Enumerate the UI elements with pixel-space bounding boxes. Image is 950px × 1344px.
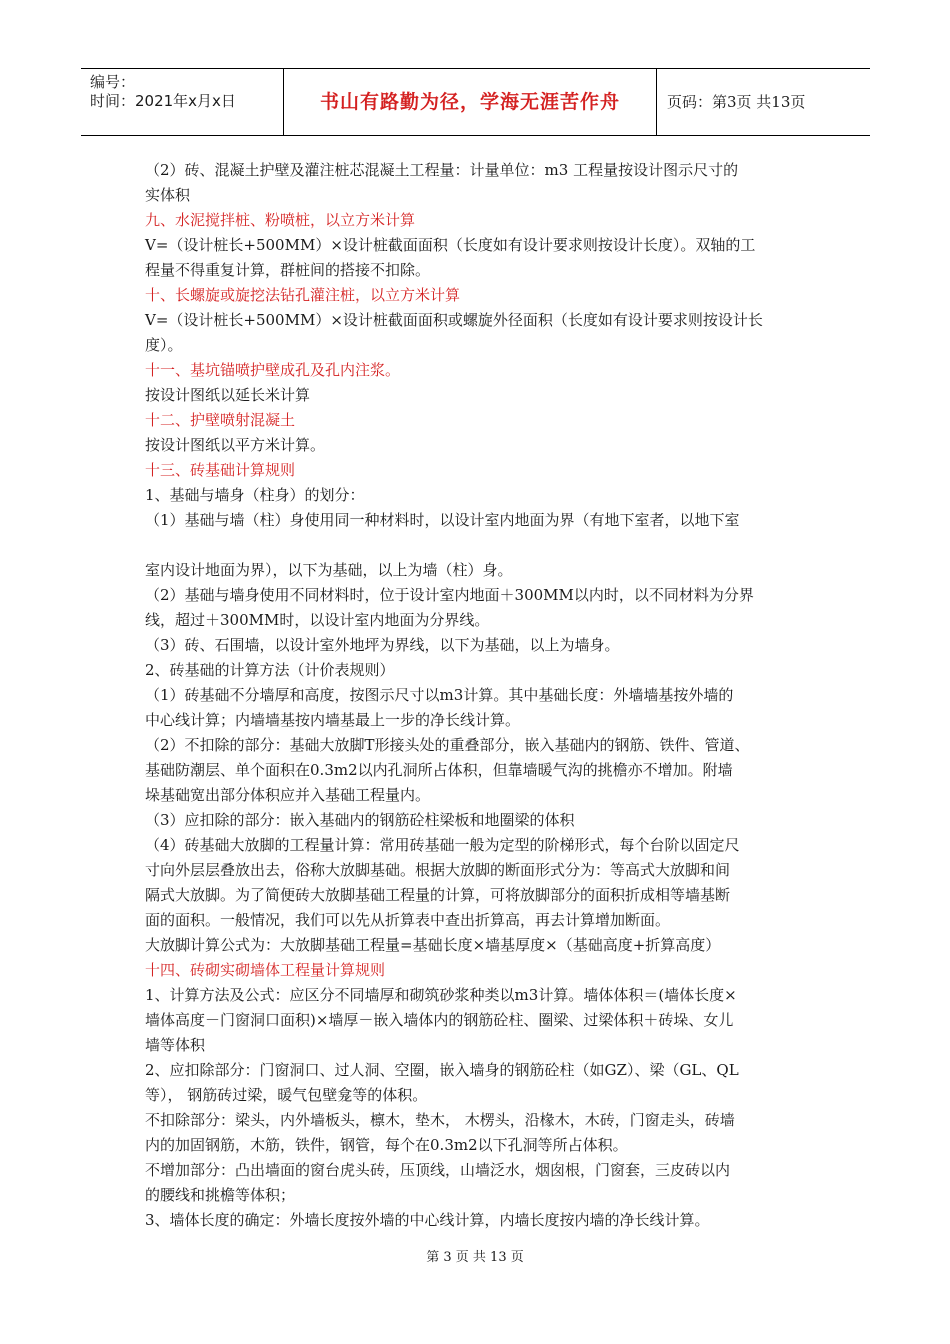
text-line: 面的面积。一般情况，我们可以先从折算表中查出折算高，再去计算增加断面。 (145, 911, 671, 929)
text-line: 等）， 钢筋砖过梁，暖气包壁龛等的体积。 (145, 1086, 428, 1104)
document-time-label: 时间：2021年x月x日 (90, 92, 236, 110)
text-line: （3）砖、石围墙，以设计室外地坪为界线，以下为基础，以上为墙身。 (145, 636, 620, 654)
text-line: （4）砖基础大放脚的工程量计算：常用砖基础一般为定型的阶梯形式，每个台阶以固定尺 (145, 836, 740, 854)
text-line: （2）砖、混凝土护壁及灌注桩芯混凝土工程量：计量单位：m3 工程量按设计图示尺寸的 (145, 161, 739, 179)
text-line: 实体积 (145, 186, 191, 204)
text-line: 隔式大放脚。为了简便砖大放脚基础工程量的计算，可将放脚部分的面积折成相等墙基断 (145, 886, 731, 904)
text-line: 1、计算方法及公式：应区分不同墙厚和砌筑砂浆种类以m3计算。墙体体积＝(墙体长度× (145, 986, 737, 1004)
text-line: 墙等体积 (145, 1036, 206, 1054)
text-line: 度）。 (145, 336, 183, 354)
text-line: 程量不得重复计算，群桩间的搭接不扣除。 (145, 261, 431, 279)
text-line: V=（设计桩长+500MM）×设计桩截面面积（长度如有设计要求则按设计长度）。双轴的工 (145, 236, 756, 254)
document-number-label: 编号： (90, 73, 136, 91)
section-heading: 十一、基坑锚喷护壁成孔及孔内注浆。 (145, 361, 401, 379)
text-line: （2）基础与墙身使用不同材料时，位于设计室内地面＋300MM以内时，以不同材料为分界 (145, 586, 754, 604)
page-header (81, 68, 870, 136)
section-heading: 九、水泥搅拌桩、粉喷桩，以立方米计算 (145, 211, 416, 229)
text-line: V=（设计桩长+500MM）×设计桩截面面积或螺旋外径面积（长度如有设计要求则按设计长 (145, 311, 763, 329)
text-line: （3）应扣除的部分：嵌入基础内的钢筋砼柱梁板和地圈梁的体积 (145, 811, 575, 829)
header-page-number: 页码：第3页 共13页 (667, 93, 806, 111)
text-line: 2、应扣除部分：门窗洞口、过人洞、空圈，嵌入墙身的钢筋砼柱（如GZ）、梁（GL、QL (145, 1061, 739, 1079)
text-line: 2、砖基础的计算方法（计价表规则） (145, 661, 395, 679)
text-line: 墙体高度－门窗洞口面积)×墙厚－嵌入墙体内的钢筋砼柱、圈梁、过梁体积＋砖垛、女儿 (145, 1011, 734, 1029)
text-line: 线，超过＋300MM时，以设计室内地面为分界线。 (145, 611, 490, 629)
section-heading: 十四、砖砌实砌墙体工程量计算规则 (145, 961, 386, 979)
text-line: 不增加部分：凸出墙面的窗台虎头砖，压顶线，山墙泛水，烟囱根，门窗套，三皮砖以内 (145, 1161, 731, 1179)
text-line: （1）基础与墙（柱）身使用同一种材料时，以设计室内地面为界（有地下室者，以地下室 (145, 511, 740, 529)
text-line (145, 533, 813, 558)
section-heading: 十二、护壁喷射混凝土 (145, 411, 296, 429)
text-line: 按设计图纸以延长米计算 (145, 386, 311, 404)
section-heading: 十三、砖基础计算规则 (145, 461, 296, 479)
section-heading: 十、长螺旋或旋挖法钻孔灌注桩，以立方米计算 (145, 286, 461, 304)
text-line: 1、基础与墙身（柱身）的划分： (145, 486, 365, 504)
page-footer: 第 3 页 共 13 页 (426, 1250, 524, 1265)
text-line: 内的加固钢筋，木筋，铁件，钢管，每个在0.3m2以下孔洞等所占体积。 (145, 1136, 628, 1154)
text-line: （1）砖基础不分墙厚和高度，按图示尺寸以m3计算。其中基础长度：外墙墙基按外墙的 (145, 686, 734, 704)
text-line: 不扣除部分：梁头，内外墙板头，檩木，垫木， 木楞头，沿椽木，木砖，门窗走头，砖墙 (145, 1111, 735, 1129)
text-line: 寸向外层层叠放出去，俗称大放脚基础。根据大放脚的断面形式分为：等高式大放脚和间 (145, 861, 731, 879)
text-line: （2）不扣除的部分：基础大放脚T形接头处的重叠部分，嵌入基础内的钢筋、铁件、管道、 (145, 736, 750, 754)
header-meta (81, 69, 284, 135)
text-line: 3、墙体长度的确定：外墙长度按外墙的中心线计算，内墙长度按内墙的净长线计算。 (145, 1211, 710, 1229)
text-line: 室内设计地面为界），以下为基础，以上为墙（柱）身。 (145, 561, 513, 579)
text-line: 垛基础宽出部分体积应并入基础工程量内。 (145, 786, 431, 804)
text-line: 的腰线和挑檐等体积； (145, 1186, 296, 1204)
document-body (145, 158, 813, 1233)
header-motto: 书山有路勤为径，学海无涯苦作舟 (284, 69, 657, 135)
text-line: 基础防潮层、单个面积在0.3m2以内孔洞所占体积，但靠墙暖气沟的挑檐亦不增加。附墙 (145, 761, 733, 779)
text-line: 按设计图纸以平方米计算。 (145, 436, 326, 454)
text-line: 中心线计算；内墙墙基按内墙基最上一步的净长线计算。 (145, 711, 521, 729)
text-line: 大放脚计算公式为：大放脚基础工程量=基础长度×墙基厚度×（基础高度+折算高度） (145, 936, 721, 954)
